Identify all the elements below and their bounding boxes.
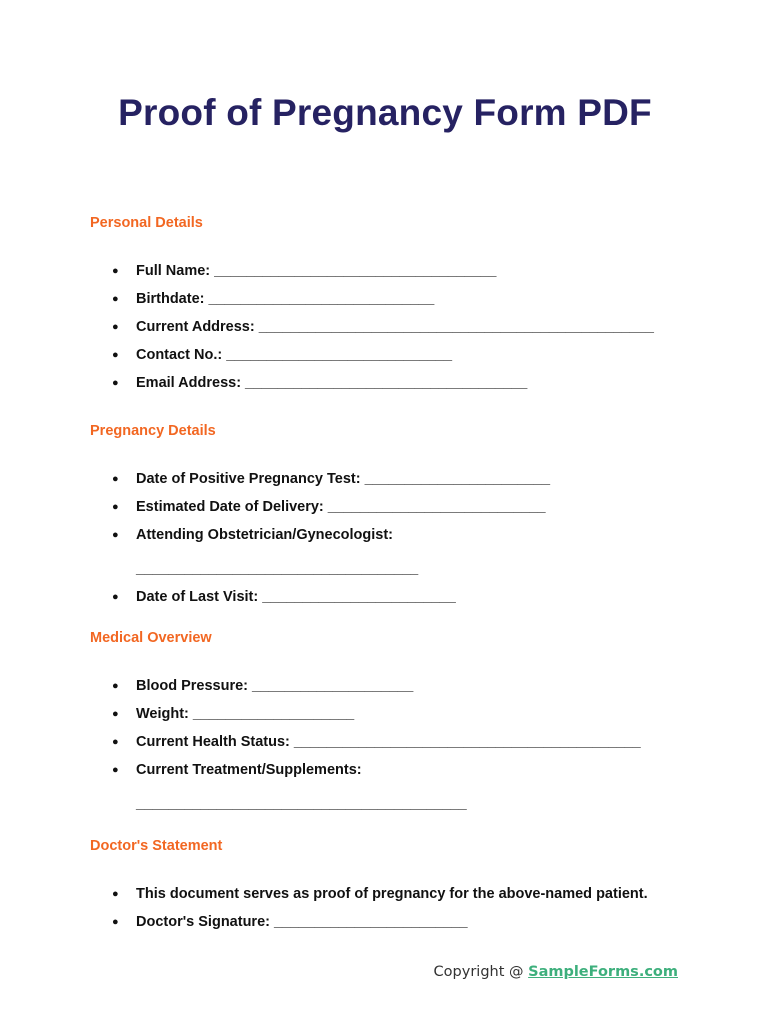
treatment-supplements-blank[interactable]: _________________________________________ (136, 796, 467, 812)
doctor-signature-field[interactable]: ● Doctor's Signature: ________________________ (90, 908, 710, 936)
treatment-supplements-label: Current Treatment/Supplements: (136, 762, 362, 778)
attending-obgyn-blank[interactable]: ___________________________________ (136, 561, 419, 577)
weight-field[interactable]: ● Weight: ____________________ (90, 700, 710, 728)
current-health-status-field[interactable]: ● Current Health Status: ___________________________________________ (90, 728, 710, 756)
treatment-supplements-field[interactable] (90, 756, 710, 818)
copyright-footer (434, 964, 678, 980)
copyright-prefix: Copyright @ (433, 964, 529, 980)
blood-pressure-field[interactable]: ● Blood Pressure: ____________________ (90, 672, 710, 700)
section-heading-medical-overview: Medical Overview (90, 630, 212, 646)
birthdate-field[interactable]: ● Birthdate: ____________________________ (90, 285, 710, 313)
estimated-delivery-date-field[interactable]: ● Estimated Date of Delivery: ___________________________ (90, 493, 710, 521)
attending-obgyn-field[interactable] (90, 521, 710, 583)
attending-obgyn-label: Attending Obstetrician/Gynecologist: (136, 527, 393, 543)
positive-test-date-field[interactable]: ● Date of Positive Pregnancy Test: _______________________ (90, 465, 710, 493)
medical-overview-list (90, 672, 710, 818)
section-heading-personal-details: Personal Details (90, 215, 203, 231)
section-heading-doctors-statement: Doctor's Statement (90, 838, 223, 854)
sampleforms-link[interactable]: SampleForms.com (528, 964, 678, 980)
proof-statement-text: ● This document serves as proof of pregnancy for the above-named patient. (90, 880, 710, 908)
email-address-field[interactable]: ● Email Address: ___________________________________ (90, 369, 710, 397)
current-address-field[interactable]: ● Current Address: _________________________________________________ (90, 313, 710, 341)
doctors-statement-list (90, 880, 710, 936)
last-visit-date-field[interactable]: ● Date of Last Visit: ________________________ (90, 583, 710, 611)
personal-details-list (90, 257, 710, 397)
pregnancy-details-list (90, 465, 710, 611)
section-heading-pregnancy-details: Pregnancy Details (90, 423, 216, 439)
page-title: Proof of Pregnancy Form PDF (118, 92, 652, 133)
full-name-field[interactable]: ● Full Name: ___________________________________ (90, 257, 710, 285)
contact-no-field[interactable]: ● Contact No.: ____________________________ (90, 341, 710, 369)
